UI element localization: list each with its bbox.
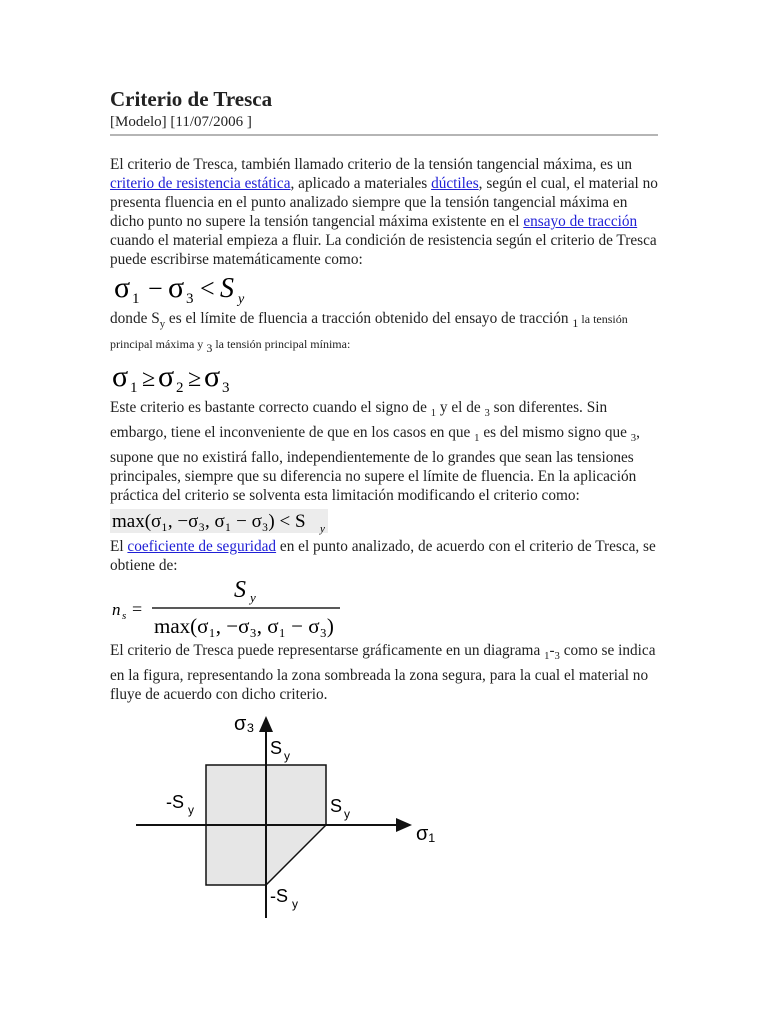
text-run: y el de xyxy=(436,399,485,417)
label-sy-left-sub: y xyxy=(188,803,194,818)
subscript: 1 xyxy=(430,407,437,420)
formula-symbol: σ xyxy=(112,360,129,394)
text-run: El criterio de Tresca puede representarse gráficamente en un diagrama xyxy=(110,642,545,660)
link-coeficiente-seguridad[interactable]: coeficiente de seguridad xyxy=(127,538,277,556)
formula-subscript: y xyxy=(250,590,256,606)
y-axis-arrow xyxy=(259,716,273,732)
x-axis-label: σ₁ xyxy=(416,823,436,846)
formula-expression: max(σ₁, −σ₃, σ₁ − σ₃) < S xyxy=(112,511,306,533)
tresca-diagram xyxy=(130,708,460,918)
label-sy-left: -S xyxy=(166,792,184,813)
text-run: la tensión principal máxima y xyxy=(110,312,628,352)
formula-symbol: n xyxy=(112,600,121,620)
formula-denominator: max(σ₁, −σ₃, σ₁ − σ₃) xyxy=(154,614,334,639)
formula-subscript: 1 xyxy=(130,380,138,397)
formula-operator: − xyxy=(148,274,163,303)
formula-numerator: S xyxy=(234,577,246,604)
paragraph-diagram-intro xyxy=(110,641,658,704)
label-sy-bottom-sub: y xyxy=(292,897,298,912)
title-divider xyxy=(110,134,658,136)
paragraph-safety-factor xyxy=(110,537,658,575)
formula-symbol: σ xyxy=(204,360,221,394)
text-run: Este criterio es bastante correcto cuando el signo de xyxy=(110,399,431,417)
formula-safety-factor xyxy=(110,577,350,639)
paragraph-definitions xyxy=(110,309,658,358)
formula-symbol: σ xyxy=(168,271,185,304)
formula-symbol: σ xyxy=(158,360,175,394)
text-run: El criterio de Tresca, también llamado criterio de la tensión tangencial máxima, es un xyxy=(110,156,633,173)
article xyxy=(110,86,658,918)
formula-symbol: σ xyxy=(114,271,131,304)
formula-subscript: 3 xyxy=(186,291,194,307)
formula-operator: = xyxy=(132,599,143,620)
x-axis-arrow xyxy=(396,818,412,832)
subscript: 1 xyxy=(544,650,550,663)
label-sy-top-sub: y xyxy=(284,749,290,764)
formula-operator: < xyxy=(200,274,215,303)
formula-subscript: s xyxy=(122,610,127,623)
paragraph-limitation xyxy=(110,398,658,505)
formula-operator: ≥ xyxy=(188,366,202,393)
formula-symbol: S xyxy=(220,273,234,304)
link-ductiles[interactable]: dúctiles xyxy=(431,175,479,192)
subscript: y xyxy=(159,318,166,331)
text-run: donde S xyxy=(110,310,160,327)
formula-subscript: 1 xyxy=(132,291,140,307)
text-run: en el punto analizado, de acuerdo con el criterio de Tresca, se obtiene de: xyxy=(110,538,656,575)
formula-subscript: 2 xyxy=(176,380,184,397)
link-criterio-resistencia[interactable]: criterio de resistencia estática xyxy=(110,175,291,192)
subscript: 3 xyxy=(206,341,213,356)
link-ensayo-traccion[interactable]: ensayo de tracción xyxy=(523,213,638,230)
formula-subscript: y xyxy=(320,523,325,536)
formula-principal-order xyxy=(110,360,240,396)
subscript: 1 xyxy=(474,432,480,445)
paragraph-intro xyxy=(110,155,658,269)
text-run: como se indica en la figura, representando la zona sombreada la zona segura, para la cual el material no fluye de acuerdo con dicho criterio. xyxy=(110,642,656,704)
text-run: la tensión principal mínima: xyxy=(212,337,351,352)
label-sy-top: S xyxy=(270,738,283,759)
y-axis-label: σ₃ xyxy=(234,713,255,736)
subscript: 1 xyxy=(572,316,579,331)
formula-subscript: 3 xyxy=(222,380,230,397)
subscript: 3 xyxy=(554,650,560,663)
formula-subscript: y xyxy=(238,292,245,307)
page-title: Criterio de Tresca xyxy=(110,87,273,111)
formula-modified-criterion xyxy=(110,507,330,535)
article-meta: [Modelo] [11/07/2006 ] xyxy=(110,114,252,130)
label-sy-right: S xyxy=(330,796,343,817)
label-sy-right-sub: y xyxy=(344,807,350,822)
text-run: El xyxy=(110,538,128,556)
label-sy-bottom: -S xyxy=(270,886,288,907)
text-run: es del mismo signo que xyxy=(479,424,631,442)
text-run: , aplicado a materiales xyxy=(290,175,432,192)
subscript: 3 xyxy=(484,407,490,420)
text-run: cuando el material empieza a fluir. La condición de resistencia según el criterio de Tresca puede escribirse matemáticamente como: xyxy=(110,232,657,268)
text-run: - xyxy=(549,642,555,660)
text-run: , según el cual, el material no presenta fluencia en el punto analizado siempre que la tensión tangencial máxima en dicho punto no supere la tensión tangencial máxima existente en el xyxy=(110,175,658,230)
subscript: 3 xyxy=(630,432,637,445)
text-run: es el límite de fluencia a tracción obtenido del ensayo de tracción xyxy=(165,310,573,327)
text-run: son diferentes. Sin embargo, tiene el inconveniente de que en los casos en que xyxy=(110,399,608,442)
text-run: , supone que no existirá fallo, independientemente de lo grandes que sean las tensiones principales, siempre que su diferencia no supere el límite de fluencia. En la aplicación práctica del criterio se solventa esta limitación modificando el criterio como: xyxy=(110,424,640,505)
formula-operator: ≥ xyxy=(142,366,156,393)
formula-tresca-condition xyxy=(110,271,260,307)
